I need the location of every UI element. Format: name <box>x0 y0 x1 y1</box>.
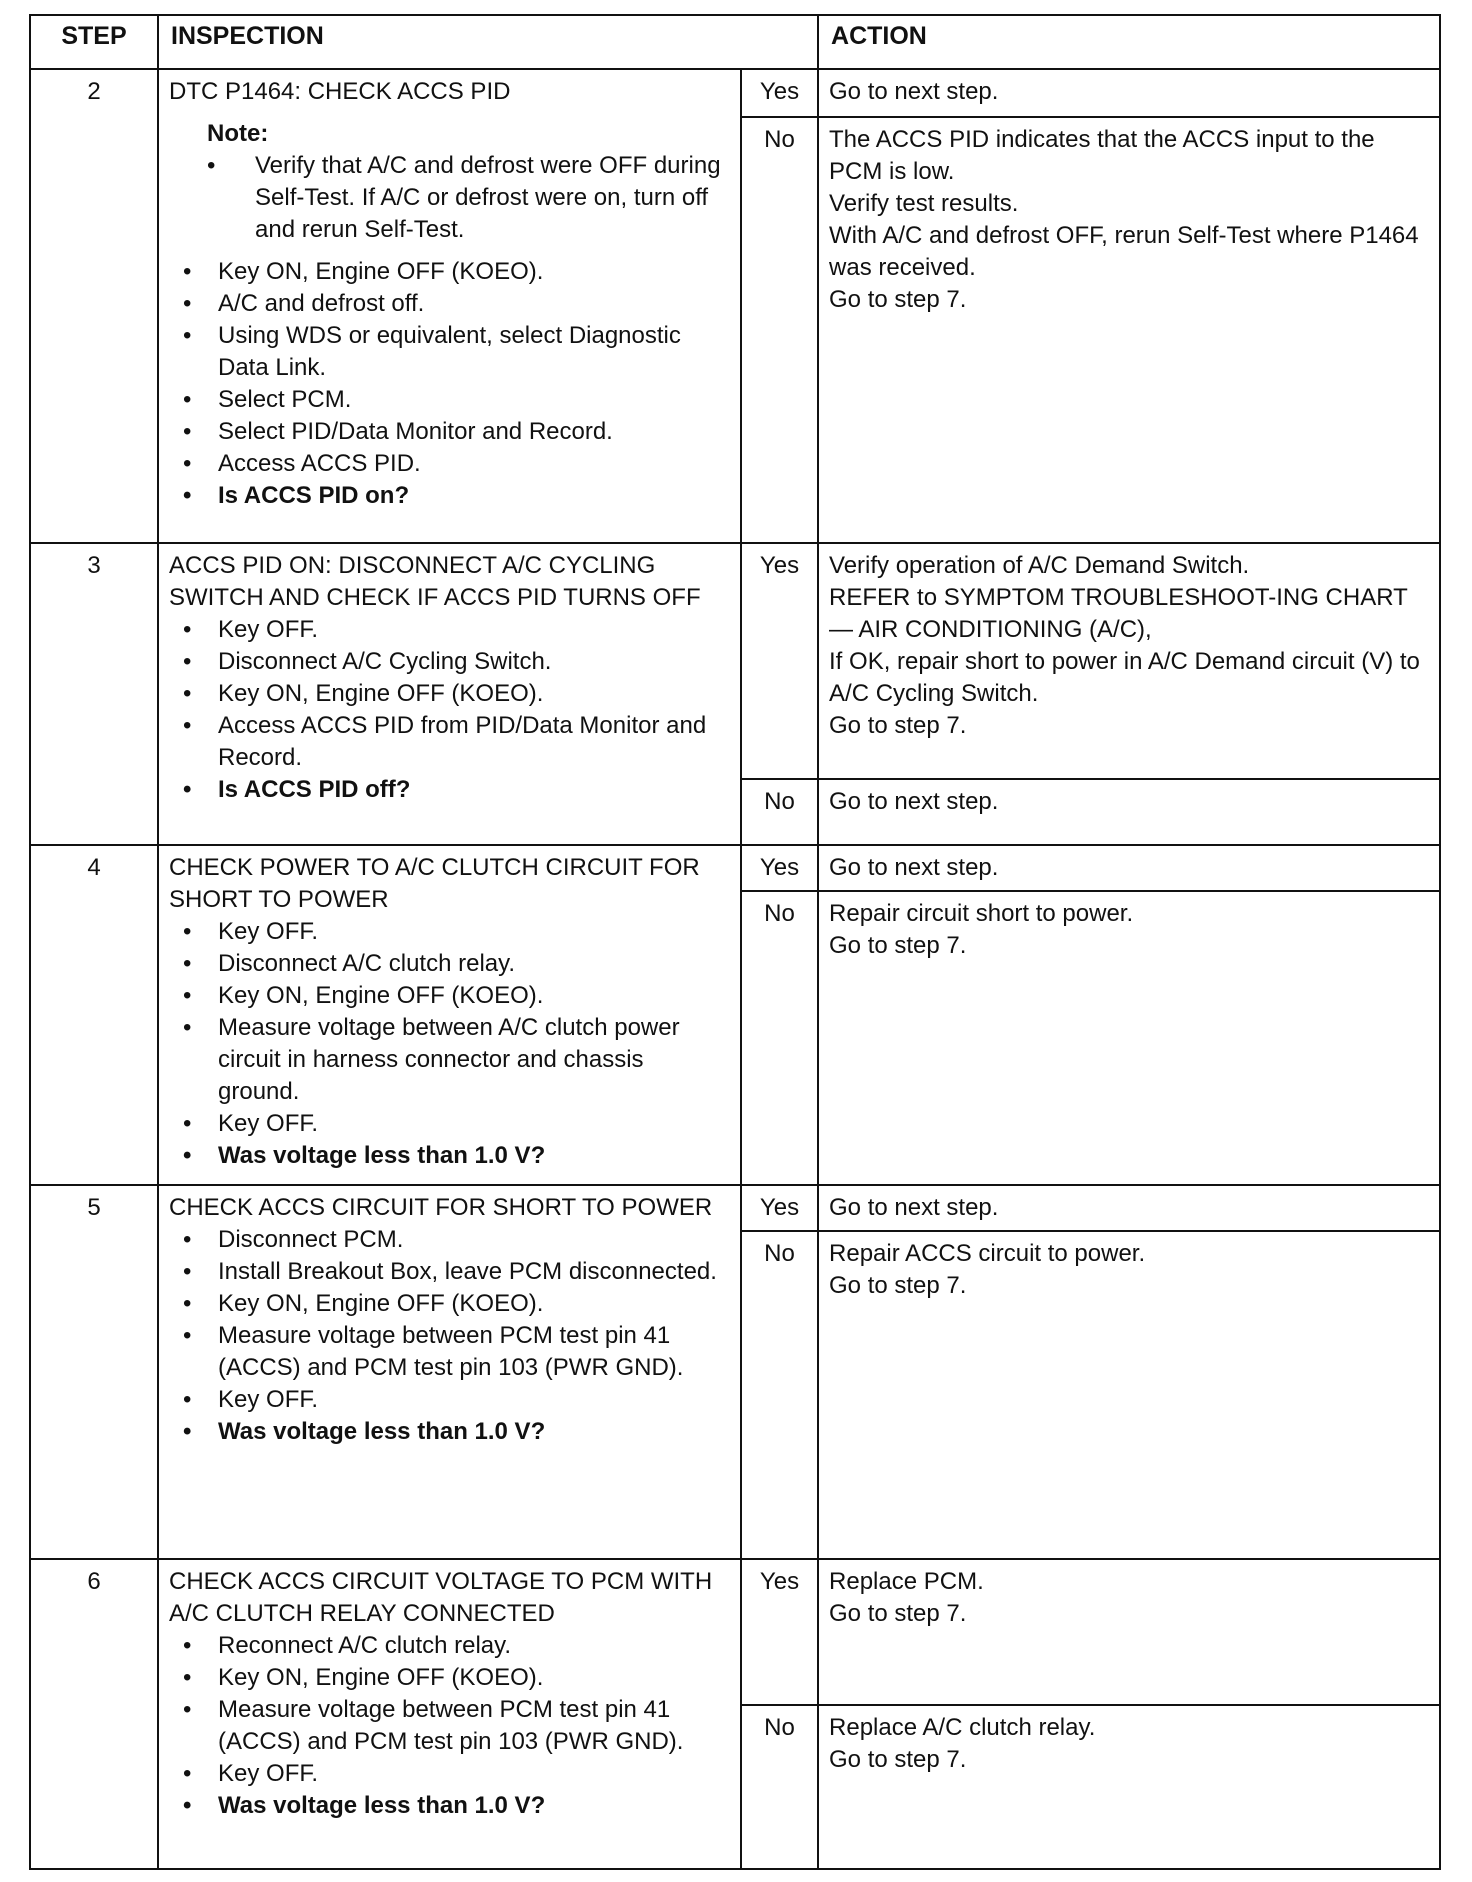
note-block <box>207 118 730 246</box>
no-action-cell <box>818 779 1440 845</box>
step-2-yes-row <box>30 69 1440 117</box>
inspection-cell <box>158 1559 741 1869</box>
inspection-title: DTC P1464: CHECK ACCS PID <box>169 78 511 105</box>
yes-label: Yes <box>741 1185 818 1231</box>
table-header-row <box>30 15 1440 69</box>
list-item: • A/C and defrost off. <box>169 288 730 320</box>
diagnostic-table <box>29 14 1441 1870</box>
list-item: • Key OFF. <box>169 1758 730 1790</box>
inspection-question: • Is ACCS PID on? <box>169 480 730 512</box>
yes-action-cell <box>818 845 1440 891</box>
no-action-cell <box>818 1231 1440 1559</box>
inspection-cell <box>158 543 741 845</box>
yes-label: Yes <box>741 69 818 117</box>
inspection-cell <box>158 845 741 1185</box>
inspection-title: CHECK ACCS CIRCUIT FOR SHORT TO POWER <box>169 1194 713 1221</box>
inspection-question: • Was voltage less than 1.0 V? <box>169 1140 730 1172</box>
inspection-question: • Is ACCS PID off? <box>169 774 730 806</box>
note-label: Note: <box>207 120 269 147</box>
list-item: • Key ON, Engine OFF (KOEO). <box>169 1662 730 1694</box>
action-line: Go to step 7. <box>829 286 967 313</box>
action-line: Repair ACCS circuit to power. <box>829 1240 1146 1267</box>
list-item: • Key OFF. <box>169 614 730 646</box>
step-number: 2 <box>30 69 158 543</box>
yes-label: Yes <box>741 543 818 779</box>
inspection-list <box>169 614 730 806</box>
step-number: 6 <box>30 1559 158 1869</box>
header-action: ACTION <box>818 15 1440 69</box>
step-number: 5 <box>30 1185 158 1559</box>
header-inspection: INSPECTION <box>158 15 818 69</box>
diagnostic-table-document <box>29 14 1439 1858</box>
inspection-title: CHECK ACCS CIRCUIT VOLTAGE TO PCM WITH A/C CLUTCH RELAY CONNECTED <box>169 1568 713 1627</box>
action-line: Repair circuit short to power. <box>829 900 1134 927</box>
no-action-cell <box>818 1705 1440 1869</box>
yes-action-cell <box>818 543 1440 779</box>
action-line: Go to next step. <box>829 854 999 881</box>
note-item: • Verify that A/C and defrost were OFF during Self-Test. If A/C or defrost were on, turn off and rerun Self-Test. <box>207 150 730 246</box>
no-label: No <box>741 891 818 1185</box>
step-3-yes-row <box>30 543 1440 779</box>
inspection-list <box>169 1224 730 1448</box>
step-6-yes-row <box>30 1559 1440 1705</box>
action-line: Go to next step. <box>829 1194 999 1221</box>
no-label: No <box>741 1231 818 1559</box>
no-label: No <box>741 779 818 845</box>
list-item: • Reconnect A/C clutch relay. <box>169 1630 730 1662</box>
header-step: STEP <box>30 15 158 69</box>
action-line: Verify test results. <box>829 190 1019 217</box>
action-line: REFER to SYMPTOM TROUBLESHOOT-ING CHART — AIR CONDITIONING (A/C), <box>829 584 1408 643</box>
list-item: • Access ACCS PID. <box>169 448 730 480</box>
step-number: 3 <box>30 543 158 845</box>
inspection-cell <box>158 1185 741 1559</box>
action-line: Go to step 7. <box>829 932 967 959</box>
list-item: • Measure voltage between PCM test pin 41 (ACCS) and PCM test pin 103 (PWR GND). <box>169 1320 730 1384</box>
step-4-yes-row <box>30 845 1440 891</box>
inspection-cell <box>158 69 741 543</box>
no-label: No <box>741 117 818 543</box>
inspection-question: • Was voltage less than 1.0 V? <box>169 1416 730 1448</box>
action-line: Replace PCM. <box>829 1568 984 1595</box>
inspection-list <box>169 256 730 512</box>
action-line: Go to next step. <box>829 788 999 815</box>
action-line: Go to step 7. <box>829 1600 967 1627</box>
action-line: The ACCS PID indicates that the ACCS input to the PCM is low. <box>829 126 1375 185</box>
inspection-title: CHECK POWER TO A/C CLUTCH CIRCUIT FOR SHORT TO POWER <box>169 854 700 913</box>
yes-label: Yes <box>741 1559 818 1705</box>
list-item: • Using WDS or equivalent, select Diagnostic Data Link. <box>169 320 730 384</box>
no-label: No <box>741 1705 818 1869</box>
inspection-title: ACCS PID ON: DISCONNECT A/C CYCLING SWITCH AND CHECK IF ACCS PID TURNS OFF <box>169 552 701 611</box>
list-item: • Key OFF. <box>169 1384 730 1416</box>
action-line: Go to step 7. <box>829 1272 967 1299</box>
action-line: Go to step 7. <box>829 712 967 739</box>
list-item: • Measure voltage between A/C clutch power circuit in harness connector and chassis ground. <box>169 1012 730 1108</box>
no-action-cell <box>818 117 1440 543</box>
action-line: Go to next step. <box>829 78 999 105</box>
list-item: • Key ON, Engine OFF (KOEO). <box>169 1288 730 1320</box>
list-item: • Disconnect A/C Cycling Switch. <box>169 646 730 678</box>
list-item: • Disconnect A/C clutch relay. <box>169 948 730 980</box>
action-line: Replace A/C clutch relay. <box>829 1714 1096 1741</box>
list-item: • Key ON, Engine OFF (KOEO). <box>169 678 730 710</box>
action-line: Verify operation of A/C Demand Switch. <box>829 552 1250 579</box>
list-item: • Key OFF. <box>169 1108 730 1140</box>
yes-action-cell <box>818 69 1440 117</box>
no-action-cell <box>818 891 1440 1185</box>
yes-action-cell <box>818 1559 1440 1705</box>
step-number: 4 <box>30 845 158 1185</box>
list-item: • Key ON, Engine OFF (KOEO). <box>169 256 730 288</box>
list-item: • Disconnect PCM. <box>169 1224 730 1256</box>
list-item: • Install Breakout Box, leave PCM disconnected. <box>169 1256 730 1288</box>
action-line: If OK, repair short to power in A/C Demand circuit (V) to A/C Cycling Switch. <box>829 648 1420 707</box>
list-item: • Measure voltage between PCM test pin 41 (ACCS) and PCM test pin 103 (PWR GND). <box>169 1694 730 1758</box>
list-item: • Key ON, Engine OFF (KOEO). <box>169 980 730 1012</box>
step-5-yes-row <box>30 1185 1440 1231</box>
list-item: • Select PCM. <box>169 384 730 416</box>
inspection-list <box>169 1630 730 1822</box>
yes-label: Yes <box>741 845 818 891</box>
action-line: With A/C and defrost OFF, rerun Self-Test where P1464 was received. <box>829 222 1419 281</box>
yes-action-cell <box>818 1185 1440 1231</box>
inspection-list <box>169 916 730 1172</box>
inspection-question: • Was voltage less than 1.0 V? <box>169 1790 730 1822</box>
list-item: • Access ACCS PID from PID/Data Monitor and Record. <box>169 710 730 774</box>
list-item: • Select PID/Data Monitor and Record. <box>169 416 730 448</box>
action-line: Go to step 7. <box>829 1746 967 1773</box>
list-item: • Key OFF. <box>169 916 730 948</box>
